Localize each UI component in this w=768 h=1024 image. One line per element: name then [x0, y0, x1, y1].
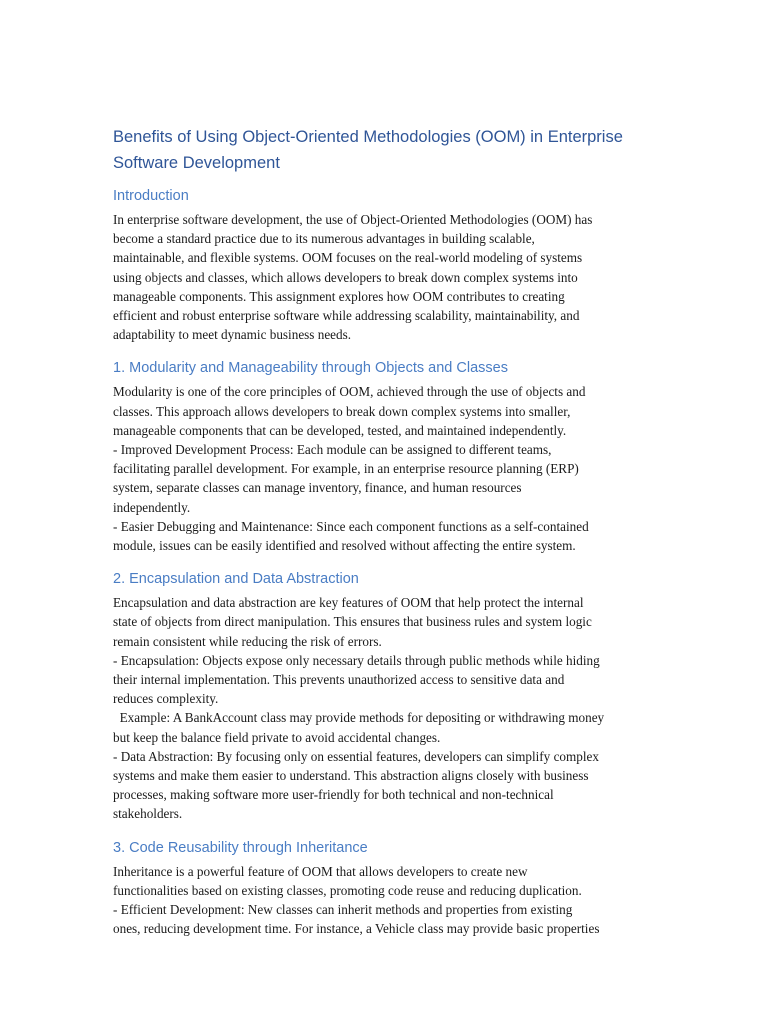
text-line: Example: A BankAccount class may provide methods for depositing or withdrawing money [113, 710, 605, 726]
text-line: adaptability to meet dynamic business needs. [113, 327, 352, 343]
document-title [113, 124, 663, 176]
section-paragraph [113, 382, 663, 555]
text-line: using objects and classes, which allows developers to break down complex systems into [113, 269, 578, 285]
section-inheritance [113, 838, 663, 939]
text-line: functionalities based on existing classes, promoting code reuse and reducing duplication. [113, 882, 582, 898]
text-line: ones, reducing development time. For instance, a Vehicle class may provide basic properties [113, 921, 600, 937]
section-paragraph [113, 862, 663, 939]
section-paragraph [113, 593, 663, 823]
text-line: state of objects from direct manipulation. This ensures that business rules and system logic [113, 614, 592, 630]
text-line: - Efficient Development: New classes can inherit methods and properties from existing [113, 902, 573, 918]
section-heading: 3. Code Reusability through Inheritance [113, 839, 368, 856]
text-line: reduces complexity. [113, 691, 219, 707]
text-line: Modularity is one of the core principles of OOM, achieved through the use of objects and [113, 384, 586, 400]
text-line: module, issues can be easily identified and resolved without affecting the entire system. [113, 538, 576, 554]
text-line: stakeholders. [113, 806, 183, 822]
text-line: Encapsulation and data abstraction are key features of OOM that help protect the internal [113, 595, 584, 611]
text-line: maintainable, and flexible systems. OOM focuses on the real-world modeling of systems [113, 250, 583, 266]
text-line: systems and make them easier to understand. This abstraction aligns closely with business [113, 768, 589, 784]
text-line: Inheritance is a powerful feature of OOM that allows developers to create new [113, 863, 528, 879]
title-line: Benefits of Using Object-Oriented Methodologies (OOM) in Enterprise [113, 128, 623, 146]
text-line: - Easier Debugging and Maintenance: Since each component functions as a self-contained [113, 518, 589, 534]
text-line: become a standard practice due to its numerous advantages in building scalable, [113, 231, 535, 247]
section-heading: 1. Modularity and Manageability through Objects and Classes [113, 360, 508, 377]
text-line: classes. This approach allows developers to break down complex systems into smaller, [113, 403, 571, 419]
text-line: efficient and robust enterprise software while addressing scalability, maintainability, and [113, 308, 580, 324]
text-line: - Improved Development Process: Each module can be assigned to different teams, [113, 442, 552, 458]
section-encapsulation [113, 569, 663, 823]
section-introduction [113, 186, 663, 344]
section-heading: 2. Encapsulation and Data Abstraction [113, 571, 359, 588]
text-line: facilitating parallel development. For example, in an enterprise resource planning (ERP) [113, 461, 579, 477]
text-line: In enterprise software development, the use of Object-Oriented Methodologies (OOM) has [113, 212, 593, 227]
text-line: independently. [113, 499, 191, 515]
text-line: system, separate classes can manage inventory, finance, and human resources [113, 480, 522, 496]
text-line: their internal implementation. This prevents unauthorized access to sensitive data and [113, 672, 565, 688]
text-line: processes, making software more user-friendly for both technical and non-technical [113, 787, 554, 803]
document-body [113, 124, 663, 953]
section-heading: Introduction [113, 188, 189, 204]
title-line: Software Development [113, 154, 280, 172]
text-line: manageable components. This assignment explores how OOM contributes to creating [113, 288, 565, 304]
section-modularity [113, 358, 663, 555]
text-line: remain consistent while reducing the risk of errors. [113, 633, 382, 649]
section-paragraph [113, 210, 663, 344]
text-line: - Data Abstraction: By focusing only on essential features, developers can simplify complex [113, 748, 599, 764]
text-line: manageable components that can be developed, tested, and maintained independently. [113, 422, 567, 438]
text-line: - Encapsulation: Objects expose only necessary details through public methods while hiding [113, 652, 600, 668]
text-line: but keep the balance field private to avoid accidental changes. [113, 729, 441, 745]
